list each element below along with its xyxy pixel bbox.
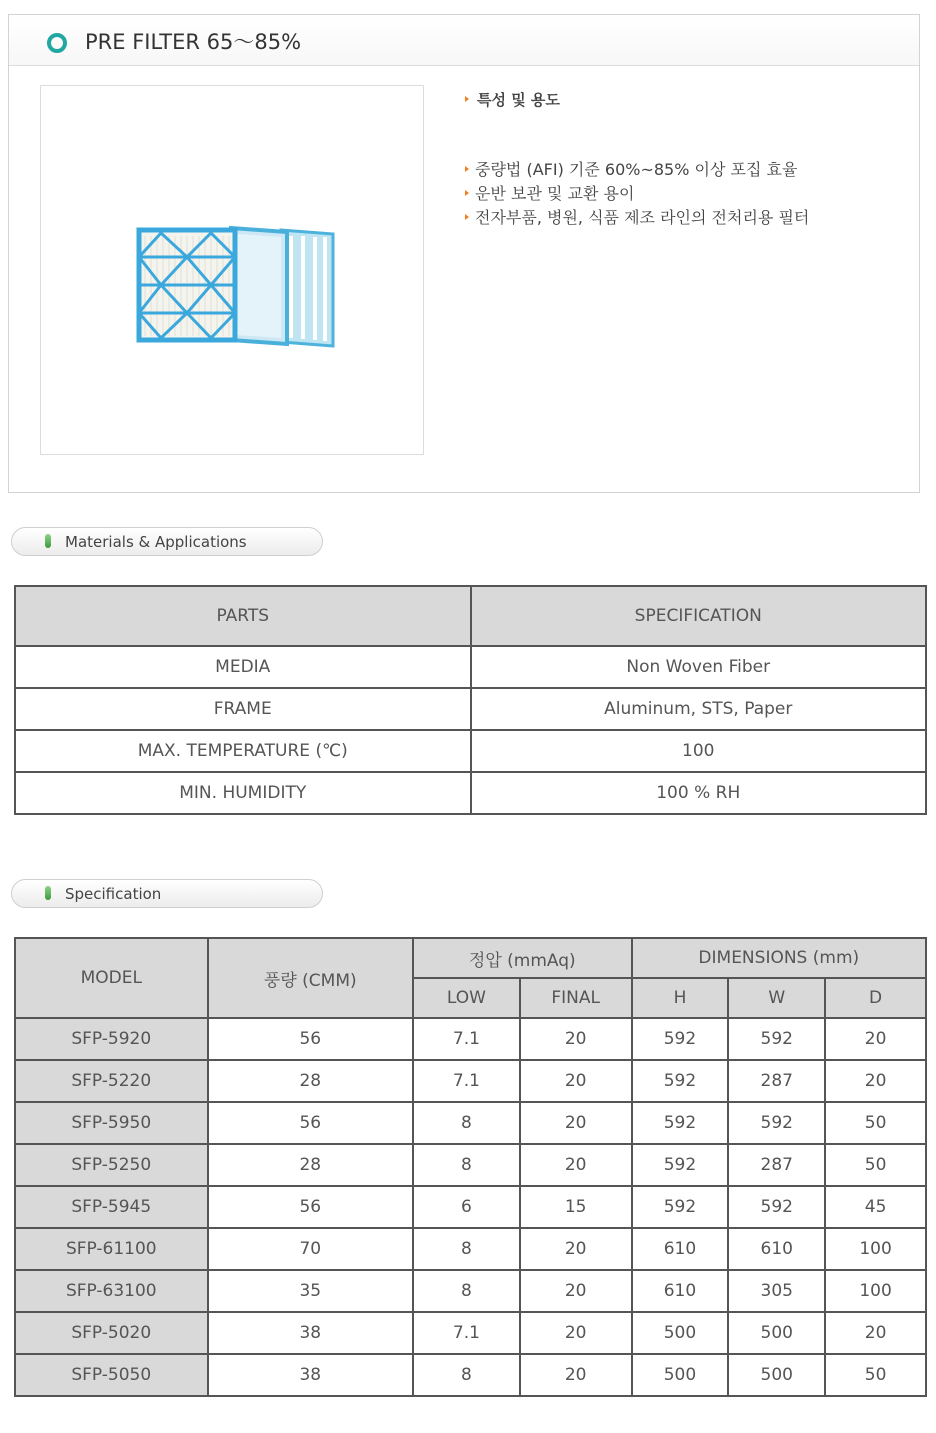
table-cell: Aluminum, STS, Paper <box>471 688 927 730</box>
table-cell: 35 <box>208 1270 413 1312</box>
table-cell: 592 <box>632 1018 729 1060</box>
model-cell: SFP-61100 <box>15 1228 208 1270</box>
table-cell: 287 <box>728 1144 825 1186</box>
header-final: FINAL <box>520 978 632 1018</box>
feature-text: 운반 보관 및 교환 용이 <box>475 184 635 203</box>
table-cell: Non Woven Fiber <box>471 646 927 688</box>
table-cell: 500 <box>728 1354 825 1396</box>
table-cell: MIN. HUMIDITY <box>15 772 471 814</box>
leaf-icon <box>45 886 51 900</box>
model-cell: SFP-5050 <box>15 1354 208 1396</box>
table-cell: 8 <box>413 1144 520 1186</box>
header-flow: 풍량 (CMM) <box>208 938 413 1018</box>
table-cell: 500 <box>632 1312 729 1354</box>
table-cell: 20 <box>520 1060 632 1102</box>
model-cell: SFP-5920 <box>15 1018 208 1060</box>
leaf-icon <box>45 534 51 548</box>
table-cell: 100 <box>471 730 927 772</box>
table-row <box>15 1228 926 1270</box>
table-cell: 8 <box>413 1354 520 1396</box>
table-cell: 610 <box>632 1228 729 1270</box>
table-cell: 592 <box>632 1144 729 1186</box>
header-model: MODEL <box>15 938 208 1018</box>
table-cell: 20 <box>825 1312 926 1354</box>
table-row <box>15 1018 926 1060</box>
table-row <box>15 646 926 688</box>
table-cell: 20 <box>520 1018 632 1060</box>
table-cell: 592 <box>728 1018 825 1060</box>
table-cell: 70 <box>208 1228 413 1270</box>
model-cell: SFP-5250 <box>15 1144 208 1186</box>
table-cell: 287 <box>728 1060 825 1102</box>
table-row <box>15 772 926 814</box>
table-cell: 8 <box>413 1102 520 1144</box>
table-cell: 20 <box>520 1144 632 1186</box>
arrow-bullet-icon <box>465 190 469 196</box>
header-d: D <box>825 978 926 1018</box>
table-row <box>15 1354 926 1396</box>
table-cell: 305 <box>728 1270 825 1312</box>
feature-item <box>465 182 905 206</box>
model-cell: SFP-63100 <box>15 1270 208 1312</box>
features-heading-text: 특성 및 용도 <box>477 91 560 109</box>
table-cell: 610 <box>632 1270 729 1312</box>
header-parts: PARTS <box>15 586 471 646</box>
arrow-bullet-icon <box>465 214 469 220</box>
table-cell: 20 <box>520 1354 632 1396</box>
materials-table <box>14 585 927 815</box>
spec-table-body <box>15 1018 926 1396</box>
table-row <box>15 688 926 730</box>
table-row <box>15 1060 926 1102</box>
table-row <box>15 1144 926 1186</box>
table-cell: 50 <box>825 1354 926 1396</box>
table-cell: MEDIA <box>15 646 471 688</box>
arrow-bullet-icon <box>465 166 469 172</box>
table-cell: 20 <box>520 1312 632 1354</box>
table-cell: 20 <box>520 1270 632 1312</box>
header-dimensions: DIMENSIONS (mm) <box>632 938 926 978</box>
table-row <box>15 730 926 772</box>
table-header-row <box>15 938 926 978</box>
table-cell: 610 <box>728 1228 825 1270</box>
table-cell: 20 <box>520 1102 632 1144</box>
model-cell: SFP-5020 <box>15 1312 208 1354</box>
table-cell: 500 <box>632 1354 729 1396</box>
table-cell: 28 <box>208 1060 413 1102</box>
table-cell: 15 <box>520 1186 632 1228</box>
table-cell: 7.1 <box>413 1312 520 1354</box>
table-cell: 8 <box>413 1228 520 1270</box>
specification-table <box>14 937 927 1397</box>
table-cell: 8 <box>413 1270 520 1312</box>
feature-text: 전자부품, 병원, 식품 제조 라인의 전처리용 필터 <box>475 208 810 227</box>
product-title: PRE FILTER 65～85% <box>85 30 302 54</box>
table-cell: 56 <box>208 1102 413 1144</box>
table-cell: 592 <box>728 1102 825 1144</box>
table-cell: 592 <box>632 1060 729 1102</box>
header-low: LOW <box>413 978 520 1018</box>
ring-bullet-icon <box>47 33 67 53</box>
table-cell: 100 % RH <box>471 772 927 814</box>
table-cell: 20 <box>520 1228 632 1270</box>
model-cell: SFP-5220 <box>15 1060 208 1102</box>
header-specification: SPECIFICATION <box>471 586 927 646</box>
table-row <box>15 1102 926 1144</box>
table-cell: 50 <box>825 1144 926 1186</box>
table-cell: 56 <box>208 1186 413 1228</box>
table-cell: 20 <box>825 1018 926 1060</box>
table-cell: 592 <box>728 1186 825 1228</box>
table-cell: 20 <box>825 1060 926 1102</box>
features-block <box>465 89 905 230</box>
grid-filter-panel <box>139 230 235 340</box>
media-filter-panel <box>231 228 287 344</box>
header-w: W <box>728 978 825 1018</box>
header-h: H <box>632 978 729 1018</box>
table-cell: 100 <box>825 1270 926 1312</box>
table-cell: 50 <box>825 1102 926 1144</box>
table-row <box>15 1270 926 1312</box>
filter-illustration <box>41 86 423 454</box>
table-cell: 56 <box>208 1018 413 1060</box>
section-label-text: Specification <box>65 885 162 903</box>
product-panel <box>8 14 920 493</box>
table-cell: 28 <box>208 1144 413 1186</box>
features-heading <box>465 89 905 110</box>
table-header-row <box>15 586 926 646</box>
table-cell: 38 <box>208 1312 413 1354</box>
table-cell: 100 <box>825 1228 926 1270</box>
feature-text: 중량법 (AFI) 기준 60%~85% 이상 포집 효율 <box>475 160 798 179</box>
product-header <box>9 15 919 66</box>
arrow-bullet-icon <box>465 96 469 102</box>
model-cell: SFP-5945 <box>15 1186 208 1228</box>
table-row <box>15 1312 926 1354</box>
model-cell: SFP-5950 <box>15 1102 208 1144</box>
table-cell: FRAME <box>15 688 471 730</box>
table-cell: 500 <box>728 1312 825 1354</box>
header-pressure: 정압 (mmAq) <box>413 938 632 978</box>
table-cell: 7.1 <box>413 1018 520 1060</box>
table-cell: 6 <box>413 1186 520 1228</box>
feature-item <box>465 158 905 182</box>
materials-section-label <box>11 527 323 556</box>
table-cell: 592 <box>632 1186 729 1228</box>
table-cell: MAX. TEMPERATURE (℃) <box>15 730 471 772</box>
table-cell: 7.1 <box>413 1060 520 1102</box>
table-row <box>15 1186 926 1228</box>
table-cell: 45 <box>825 1186 926 1228</box>
product-image <box>40 85 424 455</box>
section-label-text: Materials & Applications <box>65 533 247 551</box>
feature-item <box>465 206 905 230</box>
specification-section-label <box>11 879 323 908</box>
table-cell: 592 <box>632 1102 729 1144</box>
table-cell: 38 <box>208 1354 413 1396</box>
